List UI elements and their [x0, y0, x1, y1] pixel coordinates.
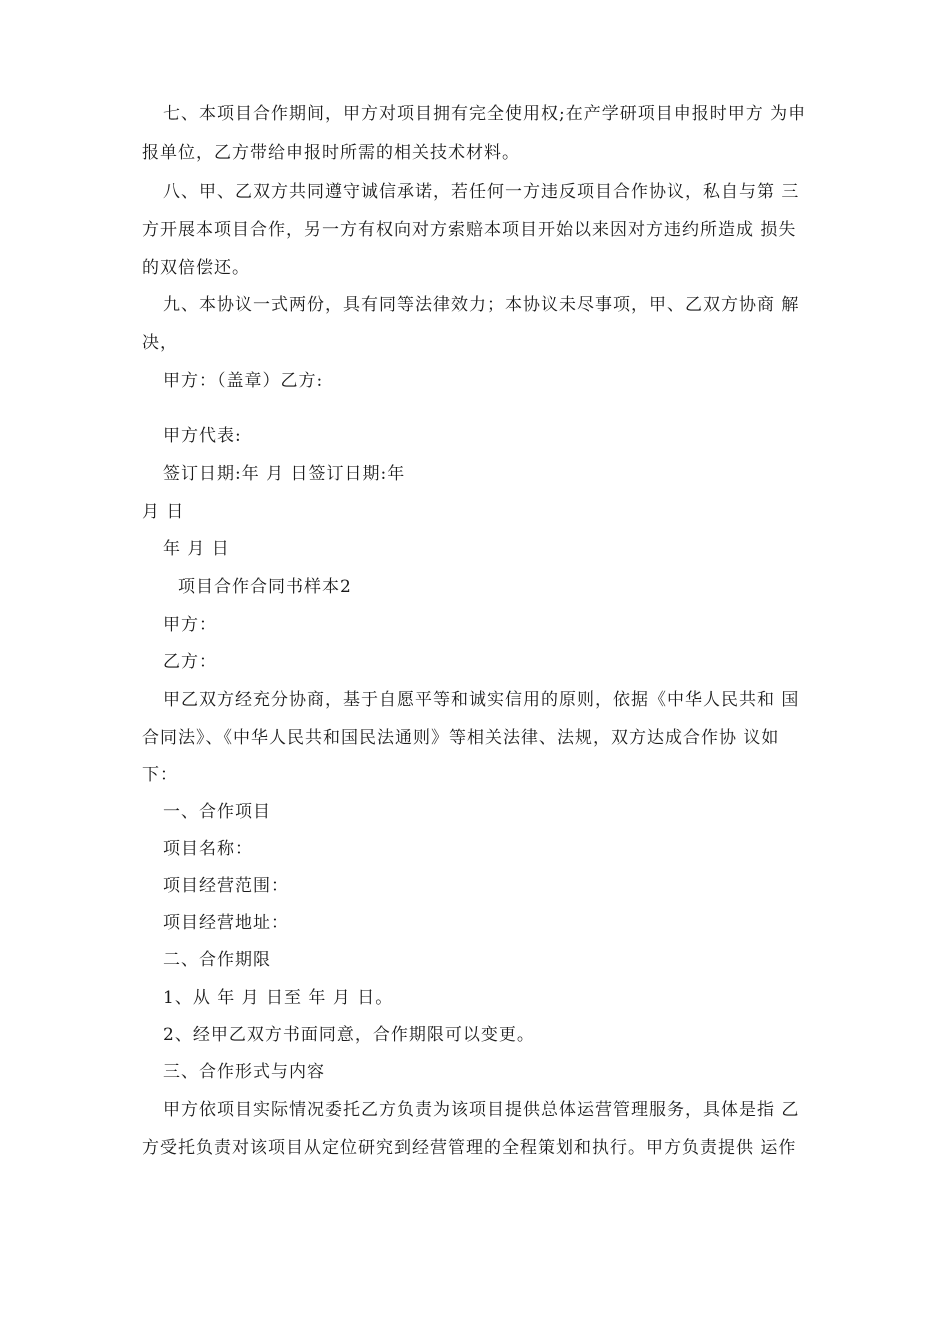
term-item-1: 1、从 年 月 日至 年 月 日。	[163, 988, 394, 1008]
clause-7-line-2: 报单位，乙方带给申报时所需的相关技术材料。	[142, 143, 520, 163]
signature-representative-line: 甲方代表:	[163, 426, 242, 446]
section-3-heading: 三、合作形式与内容	[163, 1062, 325, 1082]
preamble-line-1: 甲乙双方经充分协商，基于自愿平等和诚实信用的原则，依据《中华人民共和 国	[163, 690, 800, 710]
preamble-line-2: 合同法》、《中华人民共和国民法通则》等相关法律、法规，双方达成合作协 议如	[142, 728, 780, 748]
signing-date-second: 年 月 日	[163, 539, 230, 559]
section-3-line-1: 甲方依项目实际情况委托乙方负责为该项目提供总体运营管理服务，具体是指 乙	[163, 1100, 800, 1120]
preamble-line-3: 下：	[142, 765, 178, 785]
clause-8-line-3: 的双倍偿还。	[142, 258, 250, 278]
signing-date-continuation: 月 日	[142, 502, 185, 522]
contract-sample-title: 项目合作合同书样本2	[178, 577, 352, 597]
section-2-heading: 二、合作期限	[163, 950, 271, 970]
section-3-line-2: 方受托负责对该项目从定位研究到经营管理的全程策划和执行。甲方负责提供 运作	[142, 1138, 797, 1158]
clause-8-line-1: 八、甲、乙双方共同遵守诚信承诺，若任何一方违反项目合作协议，私自与第 三	[163, 182, 800, 202]
term-item-2: 2、经甲乙双方书面同意，合作期限可以变更。	[163, 1025, 535, 1045]
signing-date-line: 签订日期:年 月 日签订日期:年	[163, 464, 406, 484]
party-a-label: 甲方：	[163, 615, 217, 635]
project-address-field: 项目经营地址：	[163, 913, 289, 933]
project-name-field: 项目名称：	[163, 839, 253, 859]
section-1-heading: 一、合作项目	[163, 802, 271, 822]
clause-9-line-2: 决，	[142, 333, 178, 353]
clause-9-line-1: 九、本协议一式两份，具有同等法律效力；本协议未尽事项，甲、乙双方协商 解	[163, 295, 800, 315]
clause-7-line-1: 七、本项目合作期间，甲方对项目拥有完全使用权;在产学研项目申报时甲方 为申	[163, 104, 807, 124]
party-b-label: 乙方：	[163, 652, 217, 672]
signature-party-line: 甲方：（盖章）乙方:	[163, 371, 324, 391]
project-scope-field: 项目经营范围：	[163, 876, 289, 896]
clause-8-line-2: 方开展本项目合作，另一方有权向对方索赔本项目开始以来因对方违约所造成 损失	[142, 220, 797, 240]
